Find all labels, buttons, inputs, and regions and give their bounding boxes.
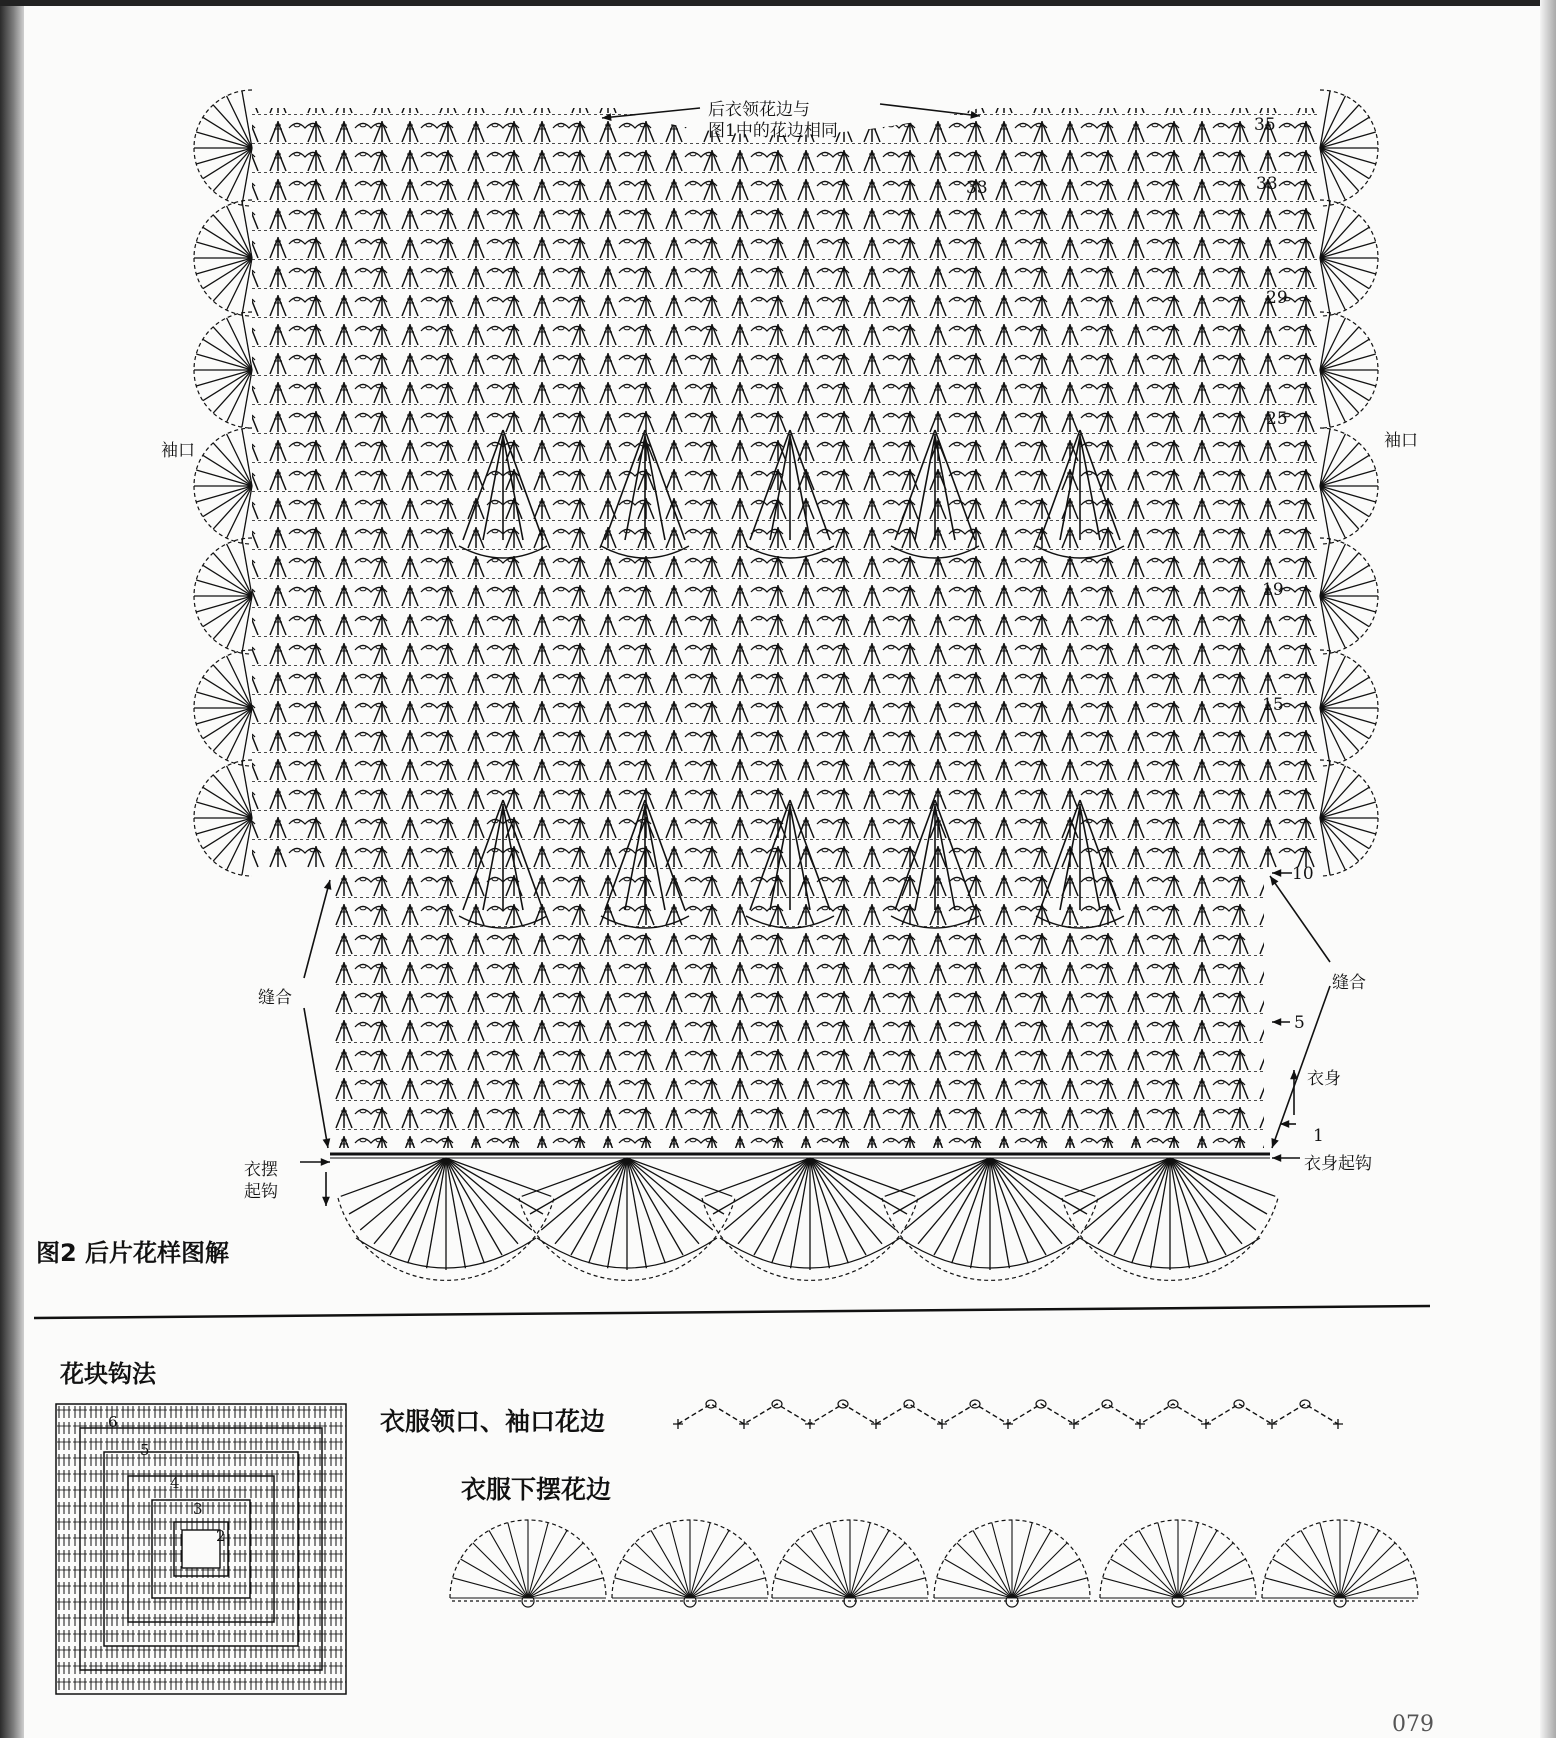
hem-fan-stitch xyxy=(713,1158,810,1214)
edging-picot xyxy=(706,1400,716,1408)
seam-label-left: 缝合 xyxy=(258,988,292,1008)
hem-fan-stitch xyxy=(349,1158,446,1214)
back-neck-note: 后衣领花边与 图1中的花边相同 xyxy=(708,100,838,141)
edging-sc-mark xyxy=(937,1419,947,1429)
edging-picot xyxy=(1300,1400,1310,1408)
hem-fan-stitch xyxy=(893,1158,990,1214)
hem-edging-stitch xyxy=(1320,1523,1340,1598)
sleeve-fan-stitch xyxy=(196,354,252,370)
hem-edging-stitch xyxy=(1340,1578,1415,1598)
body-label: 衣身 xyxy=(1307,1069,1341,1089)
row-number-33-left: 33 xyxy=(966,178,988,198)
edging-sc-mark xyxy=(1135,1419,1145,1429)
hem-edging-stitch xyxy=(1340,1523,1360,1598)
row-number-29: 29 xyxy=(1266,288,1288,308)
motif-title: 花块钩法 xyxy=(60,1360,156,1388)
arrow-head xyxy=(1271,1138,1278,1148)
hem-edging-stitch xyxy=(1012,1523,1032,1598)
hem-fan-stitch xyxy=(627,1158,724,1214)
hem-edging-stitch xyxy=(615,1578,690,1598)
hem-edging-stitch xyxy=(1103,1578,1178,1598)
sleeve-fan-stitch xyxy=(196,370,252,386)
arrow-head xyxy=(1272,869,1281,877)
motif-center-ring xyxy=(182,1530,220,1568)
sleeve-fan-stitch xyxy=(1320,148,1376,164)
hem-edging-stitch xyxy=(1158,1523,1178,1598)
sleeve-fan-stitch xyxy=(1320,354,1376,370)
pointer-arrow xyxy=(304,880,330,978)
sleeve-fan-stitch xyxy=(196,818,252,834)
row-number-19: 19 xyxy=(1262,580,1284,600)
hem-fan-stitch xyxy=(1170,1158,1267,1214)
hem-fan-stitch xyxy=(1073,1158,1170,1214)
seam-label-right: 缝合 xyxy=(1332,973,1366,993)
motif-round-4: 4 xyxy=(170,1474,180,1492)
arrow-head xyxy=(1290,1070,1298,1079)
sleeve-fan-stitch xyxy=(1320,470,1376,486)
stitch-rows-upper xyxy=(252,108,1320,868)
arrow-head xyxy=(1272,1154,1281,1162)
edging-sc-mark xyxy=(1003,1419,1013,1429)
arrow-head xyxy=(322,1197,330,1206)
sleeve-fan-stitch xyxy=(196,242,252,258)
sleeve-fan-stitch xyxy=(196,148,252,164)
sleeve-fan-stitch xyxy=(1320,242,1376,258)
arrow-head xyxy=(1272,1018,1281,1026)
arrow-head xyxy=(321,1158,330,1166)
hem-edging-stitch xyxy=(528,1523,548,1598)
hem-fan-stitch xyxy=(990,1158,1087,1214)
hem-edging-stitch xyxy=(670,1523,690,1598)
sleeve-fan-stitch xyxy=(1320,708,1376,724)
sleeve-fan-stitch xyxy=(196,132,252,148)
sleeve-fan-stitch xyxy=(1320,596,1376,612)
sleeve-fan-stitch xyxy=(1320,486,1376,502)
stitch-rows-lower xyxy=(334,866,1264,1148)
sleeve-fan-stitch xyxy=(196,692,252,708)
hem-edging-stitch xyxy=(1178,1523,1198,1598)
hem-edging-stitch xyxy=(1012,1578,1087,1598)
row-number-15: 15 xyxy=(1262,695,1284,715)
row-number-33-right: 33 xyxy=(1256,174,1278,194)
edging-picot xyxy=(904,1400,914,1408)
sleeve-fan-stitch xyxy=(196,258,252,274)
sleeve-fan-stitch xyxy=(196,470,252,486)
edging-sc-mark xyxy=(739,1419,749,1429)
hem-edging-stitch xyxy=(937,1578,1012,1598)
arrow-head xyxy=(323,1138,331,1148)
hem-edging-stitch xyxy=(830,1523,850,1598)
hem-edging-stitch xyxy=(992,1523,1012,1598)
hem-edging-stitch xyxy=(453,1578,528,1598)
motif-round-2: 2 xyxy=(216,1527,226,1545)
row-number-1: 1 xyxy=(1313,1126,1324,1146)
hem-fan-stitch xyxy=(530,1158,627,1214)
row-number-35: 35 xyxy=(1254,115,1276,135)
row-number-10: 10 xyxy=(1292,864,1314,884)
sleeve-fan-stitch xyxy=(1320,370,1376,386)
sleeve-label-left: 袖口 xyxy=(161,441,195,461)
hem-fan-stitch xyxy=(810,1158,907,1214)
hem-edging-stitch xyxy=(690,1523,710,1598)
edging-sc-mark xyxy=(1333,1419,1343,1429)
sleeve-fan-stitch xyxy=(1320,818,1376,834)
motif-round-5: 5 xyxy=(140,1441,150,1459)
row-number-5: 5 xyxy=(1294,1013,1305,1033)
edging-sc-mark xyxy=(871,1419,881,1429)
hem-edging-stitch xyxy=(850,1523,870,1598)
sleeve-fan-stitch xyxy=(196,486,252,502)
hem-edging-label: 衣服下摆花边 xyxy=(461,1475,612,1504)
sleeve-fan-stitch xyxy=(196,580,252,596)
sleeve-fan-stitch xyxy=(196,596,252,612)
edging-picot xyxy=(1234,1400,1244,1408)
section-divider xyxy=(34,1306,1430,1318)
page-number: 079 xyxy=(1392,1712,1434,1737)
neck-sleeve-edging-label: 衣服领口、袖口花边 xyxy=(380,1407,606,1436)
edging-sc-mark xyxy=(1069,1419,1079,1429)
hem-edging-stitch xyxy=(528,1578,603,1598)
sleeve-fan-stitch xyxy=(1320,132,1376,148)
hem-start-label: 衣摆 起钩 xyxy=(244,1160,278,1202)
hem-edging-stitch xyxy=(775,1578,850,1598)
sleeve-fan-stitch xyxy=(1320,580,1376,596)
edging-sc-mark xyxy=(1267,1419,1277,1429)
edging-picot xyxy=(1102,1400,1112,1408)
sleeve-fan-stitch xyxy=(196,708,252,724)
sleeve-fan-stitch xyxy=(1320,258,1376,274)
hem-edging-stitch xyxy=(1178,1578,1253,1598)
edging-sc-mark xyxy=(805,1419,815,1429)
body-start-label: 衣身起钩 xyxy=(1304,1154,1372,1174)
hem-fan-stitch xyxy=(446,1158,543,1214)
hem-edging-stitch xyxy=(1265,1578,1340,1598)
hem-edging-stitch xyxy=(508,1523,528,1598)
hem-edging-stitch xyxy=(690,1578,765,1598)
pointer-arrow xyxy=(1270,876,1330,962)
sleeve-label-right: 袖口 xyxy=(1384,431,1418,451)
figure-caption: 图2 后片花样图解 xyxy=(36,1239,230,1267)
motif-round-3: 3 xyxy=(193,1500,203,1518)
edging-sc-mark xyxy=(1201,1419,1211,1429)
arrow-head xyxy=(1270,876,1278,886)
row-number-25: 25 xyxy=(1266,409,1288,429)
edging-sc-mark xyxy=(673,1419,683,1429)
pointer-arrow xyxy=(304,1008,328,1148)
sleeve-fan-stitch xyxy=(1320,802,1376,818)
sleeve-fan-stitch xyxy=(1320,692,1376,708)
motif-round-6: 6 xyxy=(108,1413,118,1431)
sleeve-fan-stitch xyxy=(196,802,252,818)
hem-edging-stitch xyxy=(850,1578,925,1598)
